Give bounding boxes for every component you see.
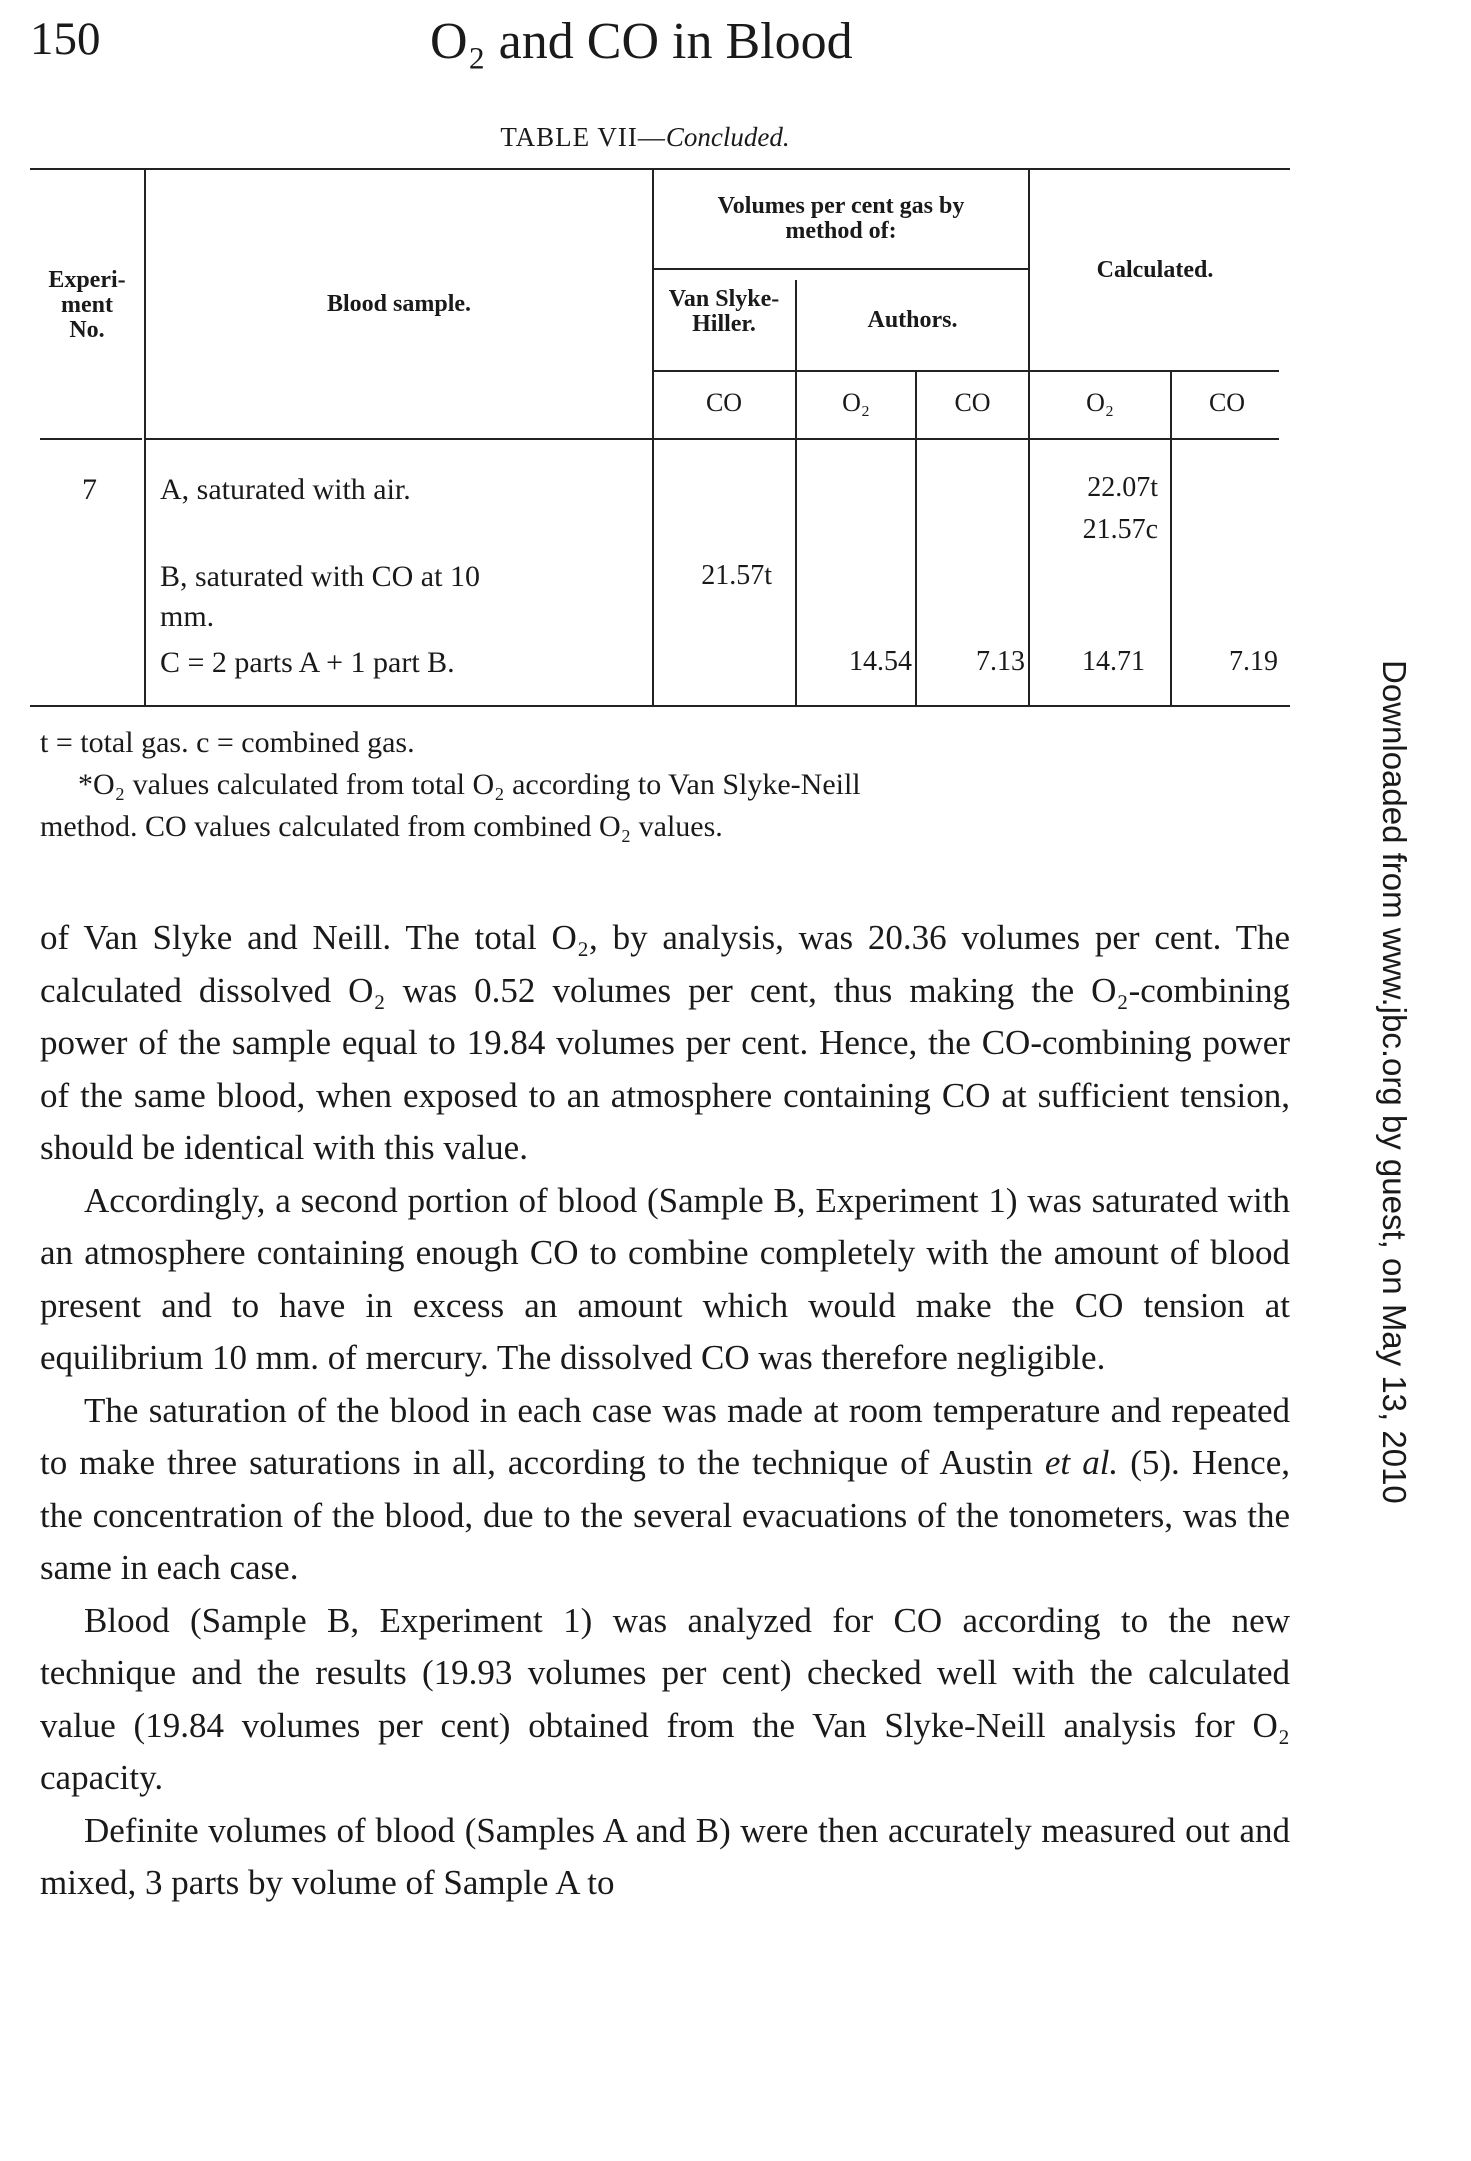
col-divider-5 bbox=[1028, 168, 1030, 705]
paragraph-5: Definite volumes of blood (Samples A and B) were then accurately measured out and mixed, 3 parts by volume of Sample A to bbox=[40, 1810, 1290, 1902]
subheader-rule bbox=[652, 370, 1279, 372]
table-caption bbox=[0, 122, 1290, 153]
row-2-van-slyke-co: 21.57t bbox=[701, 560, 772, 591]
row-1-experiment: 7 bbox=[82, 473, 97, 506]
header-authors: Authors. bbox=[867, 307, 958, 333]
subheader-o2-calculated: O₂ bbox=[1086, 388, 1114, 417]
header-blood-sample: Blood sample. bbox=[326, 291, 472, 317]
download-watermark-text: Downloaded from www.jbc.org by guest, on May 13, 2010 bbox=[1376, 660, 1413, 1504]
paragraph-3: The saturation of the blood in each case was made at room temperature and repeated to make three saturations in all, according to the technique of Austin et al. (5). Hence, the concentration of the blood, due to the several evacuations of the tonometers, was the same in each case. bbox=[40, 1390, 1290, 1587]
row-3-calc-co: 7.19 bbox=[1229, 646, 1278, 677]
header-calculated: Calculated. bbox=[1096, 257, 1214, 283]
group-rule bbox=[652, 268, 1028, 270]
row-1-calc-o2-total: 22.07t bbox=[1087, 472, 1158, 503]
row-3-calc-o2: 14.71 bbox=[1082, 646, 1145, 677]
subheader-co-authors: CO bbox=[954, 388, 991, 417]
subheader-co-vsh: CO bbox=[705, 388, 743, 417]
table-bottom-rule bbox=[30, 705, 1290, 707]
subheader-o2-authors: O₂ bbox=[842, 388, 870, 417]
body-text bbox=[40, 912, 1290, 1910]
table-top-rule bbox=[30, 168, 1290, 170]
row-1-sample: A, saturated with air. bbox=[160, 473, 411, 506]
header-rule-exp bbox=[40, 438, 142, 440]
header-rule-main bbox=[146, 438, 1279, 440]
col-divider-1 bbox=[144, 168, 146, 705]
col-divider-2 bbox=[652, 168, 654, 705]
col-divider-3 bbox=[795, 280, 797, 705]
table-caption-italic: Concluded. bbox=[665, 122, 790, 152]
paragraph-4: Blood (Sample B, Experiment 1) was analyzed for CO according to the new technique and the results (19.93 volumes per cent) checked well with the calculated value (19.84 volumes per cent) obtained from the Van Slyke-Neill analysis for O₂ capacity. bbox=[40, 1600, 1290, 1797]
page-header bbox=[30, 12, 1290, 82]
running-title: O₂ and CO in Blood bbox=[430, 13, 853, 70]
row-3-sample: C = 2 parts A + 1 part B. bbox=[160, 646, 455, 679]
download-watermark bbox=[1376, 660, 1413, 1560]
table-footnote-note-cont: method. CO values calculated from combined O₂ values. bbox=[40, 810, 723, 843]
page-number: 150 bbox=[30, 13, 101, 65]
row-2-sample: B, saturated with CO at 10 mm. bbox=[160, 560, 480, 633]
table-footnote-legend: t = total gas. c = combined gas. bbox=[40, 726, 415, 759]
row-3-authors-co: 7.13 bbox=[976, 646, 1025, 677]
paragraph-1: of Van Slyke and Neill. The total O₂, by analysis, was 20.36 volumes per cent. The calculated dissolved O₂ was 0.52 volumes per cent, thus making the O₂-combining power of the sample equal to 19.84 volumes per cent. Hence, the CO-combining power of the same blood, when exposed to an atmosphere containing CO at sufficient tension, should be identical with this value. bbox=[40, 918, 1290, 1167]
header-volumes-group: Volumes per cent gas by method of: bbox=[717, 193, 965, 244]
header-experiment-no: Experi- ment No. bbox=[48, 267, 126, 343]
table-footnote-note: *O₂ values calculated from total O₂ according to Van Slyke-Neill bbox=[78, 768, 861, 801]
subheader-co-calculated: CO bbox=[1208, 388, 1246, 417]
table-caption-label: TABLE VII— bbox=[500, 122, 666, 152]
paragraph-2: Accordingly, a second portion of blood (Sample B, Experiment 1) was saturated with an atmosphere containing enough CO to combine completely with the amount of blood present and to have in excess an amount which would make the CO tension at equilibrium 10 mm. of mercury. The dissolved CO was therefore negligible. bbox=[40, 1180, 1290, 1377]
row-3-authors-o2: 14.54 bbox=[849, 646, 912, 677]
header-van-slyke-hiller: Van Slyke- Hiller. bbox=[668, 286, 780, 337]
row-1-calc-o2-combined: 21.57c bbox=[1082, 514, 1158, 545]
